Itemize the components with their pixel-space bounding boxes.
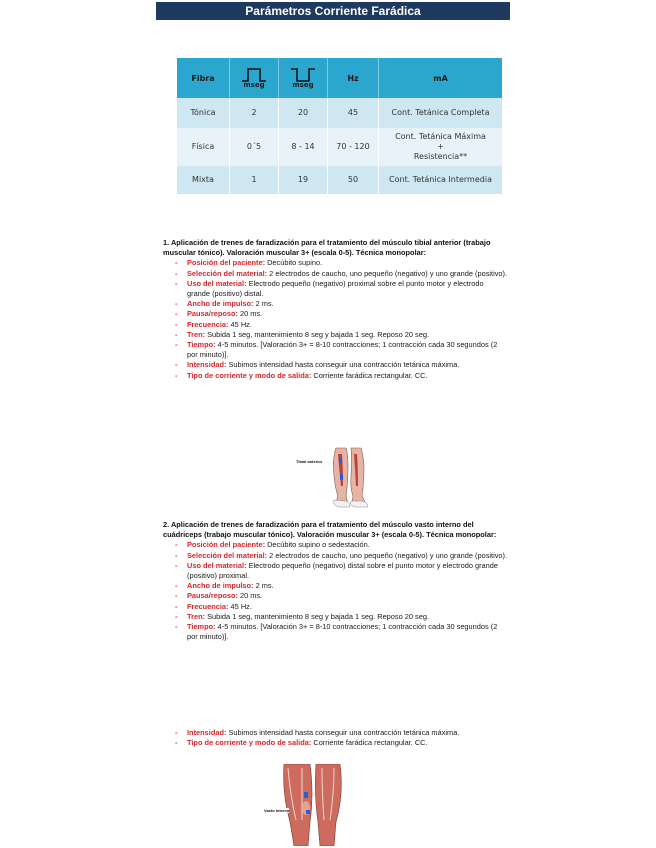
cell-ma: Cont. Tetánica Completa [379,98,503,128]
parameter-value: 45 Hz. [228,319,252,329]
section-tibial-anterior [163,238,508,381]
bullet-dash: - [175,581,178,591]
parameter-key: Ancho de impulso: [187,299,254,309]
list-item [163,581,508,591]
list-item [163,330,508,340]
list-item [163,602,508,612]
parameter-key: Intensidad: [187,728,227,737]
parameter-key: Ancho de impulso: [187,581,254,591]
cell-ma [379,128,503,166]
legs-illustration [296,446,374,508]
list-item [163,738,508,748]
parameter-value: Subida 1 seg, mantenimiento 8 seg y bajada 1 seg. Reposo 20 seg. [205,611,429,621]
parameter-value: 20 ms. [237,591,263,601]
table-row [177,98,502,128]
parameter-value: 2 electrodos de caucho, uno pequeño (negativo) y uno grande (positivo). [267,550,508,560]
header-fibra: Fibra [177,58,230,98]
parameter-key: Posición del paciente: [187,540,266,550]
parameter-value: 45 Hz. [228,601,252,611]
parameter-value: 4-5 minutos. [Valoración 3+ = 8-10 contracciones; 1 contracción cada 30 segundos (2 por minuto)]. [187,340,498,360]
parameter-key: Uso del material: [187,278,247,288]
cell-ancho: 2 [230,98,279,128]
bullet-dash: - [175,622,178,632]
parameter-key: Posición del paciente: [187,258,266,268]
cell-ma: Cont. Tetánica Intermedia [379,166,503,194]
parameter-value: Corriente farádica rectangular. CC. [311,370,428,380]
cell-ancho: 0´5 [230,128,279,166]
parameter-value: 2 electrodos de caucho, uno pequeño (negativo) y uno grande (positivo). [267,268,508,278]
parameter-key: Tipo de corriente y modo de salida: [187,738,312,748]
bullet-dash: - [175,309,178,319]
section-heading: 2. Aplicación de trenes de faradización para el tratamiento del músculo vasto interno del cuádriceps (trabajo muscular tónico). Valoración muscular 3+ (escala 0-5). Técnica monopolar: [163,520,497,540]
bullet-dash: - [175,601,178,611]
parameter-value: Decúbito supino o sedestación. [265,540,370,550]
parameter-key: Frecuencia: [187,601,229,611]
cell-pausa: 20 [279,98,328,128]
header-pause [279,58,328,98]
bullet-dash: - [175,370,178,380]
bullet-dash: - [175,319,178,329]
cell-fibra: Mixta [177,166,230,194]
bullet-dash: - [175,340,178,350]
bullet-dash: - [175,268,178,278]
pause-unit: mseg [292,81,314,89]
parameter-list [163,258,508,380]
parameters-table [177,58,502,194]
bullet-dash: - [175,738,178,748]
list-item [163,591,508,601]
parameter-key: Selección del material: [187,550,268,560]
parameter-value: Decúbito supino. [265,258,323,268]
parameter-value: Corriente farádica rectangular. CC. [311,738,428,748]
parameter-key: Selección del material: [187,268,268,278]
parameter-value: Subimos intensidad hasta conseguir una contracción tetánica máxima. [226,360,460,370]
parameter-key: Intensidad: [187,360,227,370]
list-item [163,728,508,738]
header-pulse-width [230,58,279,98]
table-row [177,128,502,166]
parameter-key: Pausa/reposo: [187,591,238,601]
parameter-key: Tiempo: [187,340,216,350]
header-ma: mA [379,58,503,98]
cell-ma-line: Resistencia** [413,152,468,161]
parameter-value: 4-5 minutos. [Valoración 3+ = 8-10 contracciones; 1 contracción cada 30 segundos (2 por minuto)]. [187,622,498,642]
bullet-dash: - [175,329,178,339]
cell-hz: 70 - 120 [328,128,379,166]
section-heading: 1. Aplicación de trenes de faradización para el tratamiento del músculo tibial anterior (trabajo muscular tónico). Valoración muscular 3+ (escala 0-5). Técnica monopolar: [163,238,491,258]
list-item [163,371,508,381]
parameter-key: Pausa/reposo: [187,309,238,319]
list-item [163,309,508,319]
bullet-dash: - [175,360,178,370]
parameter-value: Electrodo pequeño (negativo) proximal sobre el punto motor y electrodo grande (positivo) distal. [187,278,484,299]
list-item [163,258,508,268]
figure-label: Vasto Interno [264,808,290,813]
pulse-width-unit: mseg [243,81,265,89]
tibialis-anterior-figure [296,446,374,508]
parameter-value: Subimos intensidad hasta conseguir una contracción tetánica máxima. [226,728,460,737]
parameter-value: 2 ms. [253,581,274,591]
parameter-key: Frecuencia: [187,319,229,329]
cell-ma-line: + [437,142,444,151]
parameter-key: Tiempo: [187,622,216,632]
parameter-value: 20 ms. [237,309,263,319]
cell-hz: 50 [328,166,379,194]
cell-fibra: Tónica [177,98,230,128]
list-item [163,320,508,330]
list-item [163,360,508,370]
bullet-dash: - [175,560,178,570]
list-item [163,561,508,581]
list-item [163,612,508,622]
list-item [163,540,508,550]
bullet-dash: - [175,278,178,288]
parameter-list [163,728,508,748]
bullet-dash: - [175,540,178,550]
cell-pausa: 8 - 14 [279,128,328,166]
parameter-key: Uso del material: [187,560,247,570]
parameter-key: Tren: [187,329,206,339]
parameter-value: 2 ms. [253,299,274,309]
list-item [163,279,508,299]
bullet-dash: - [175,258,178,268]
cell-pausa: 19 [279,166,328,194]
bullet-dash: - [175,611,178,621]
table-row [177,166,502,194]
bullet-dash: - [175,299,178,309]
section-vasto-interno [163,520,508,642]
cell-ancho: 1 [230,166,279,194]
parameter-key: Tipo de corriente y modo de salida: [187,370,312,380]
list-item [163,551,508,561]
table-header-row [177,58,502,98]
parameter-value: Subida 1 seg, mantenimiento 8 seg y bajada 1 seg. Reposo 20 seg. [205,329,429,339]
bullet-dash: - [175,591,178,601]
list-item [163,340,508,360]
parameter-list [163,540,508,642]
header-hz: Hz [328,58,379,98]
page-title: Parámetros Corriente Farádica [156,2,510,20]
bullet-dash: - [175,550,178,560]
thigh-muscles-illustration [262,764,362,846]
cell-hz: 45 [328,98,379,128]
bullet-dash: - [175,728,178,737]
parameter-key: Tren: [187,611,206,621]
vastus-medialis-figure [262,764,362,846]
list-item [163,269,508,279]
figure-label: Tibial anterior [296,459,323,464]
cell-ma-line: Cont. Tetánica Máxima [395,132,486,141]
list-item [163,622,508,642]
section-vasto-interno-continued [163,728,508,748]
list-item [163,299,508,309]
cell-fibra: Física [177,128,230,166]
parameter-value: Electrodo pequeño (negativo) distal sobre el punto motor y electrodo grande (positivo) proximal. [187,560,498,581]
